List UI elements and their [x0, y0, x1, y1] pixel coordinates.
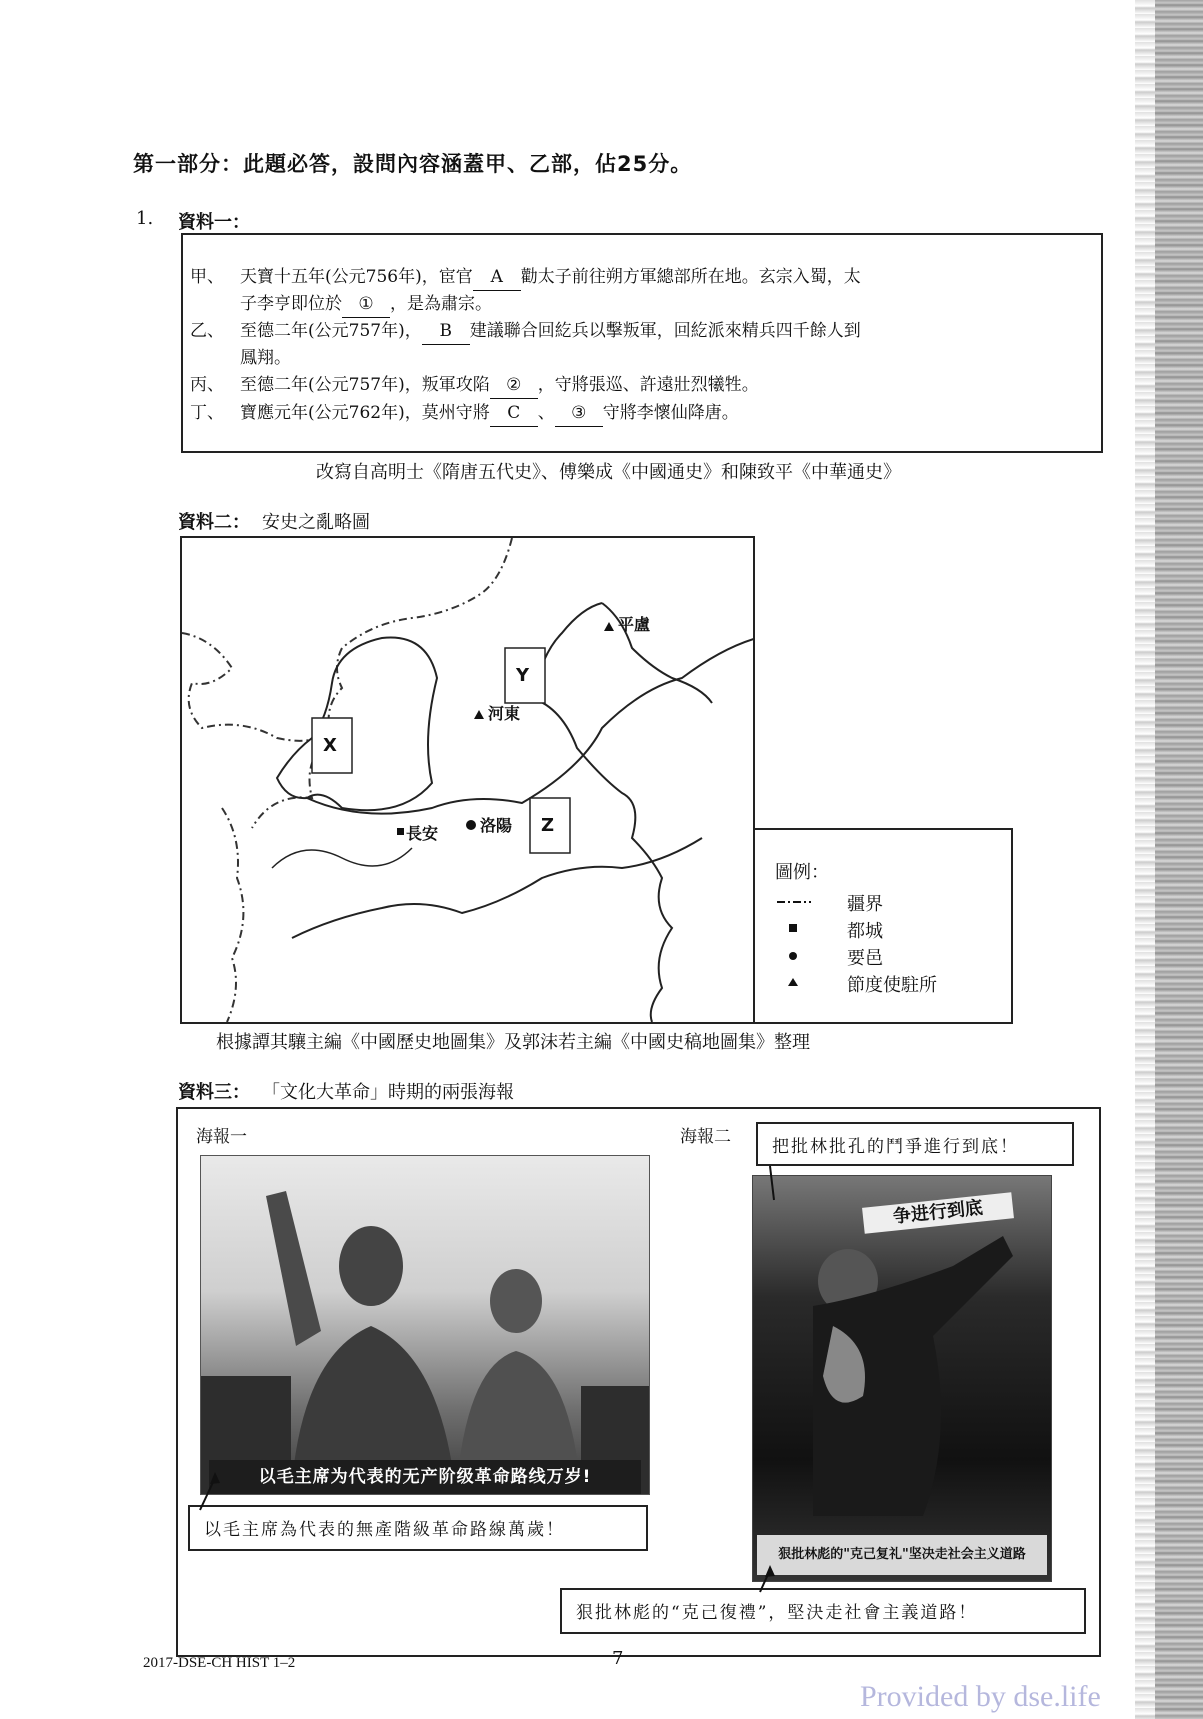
poster2-banner: 狠批林彪的"克己复礼"坚决走社会主义道路 — [757, 1535, 1047, 1575]
arrow-head — [210, 1472, 220, 1484]
map-label-z: Z — [541, 815, 555, 836]
map-label-pinglu: 平盧 — [618, 615, 651, 634]
page-number: 7 — [612, 1648, 624, 1669]
event-text: 守將李懷仙降唐。 — [602, 403, 739, 423]
pointer-arrow — [770, 1166, 774, 1200]
map-label-y: Y — [516, 665, 530, 686]
source2-caption: 安史之亂略圖 — [262, 512, 370, 533]
poster2-inner-text: 争进行到底 — [862, 1192, 1014, 1234]
poster1-caption: 以毛主席為代表的無產階級革命路線萬歲！ — [188, 1505, 648, 1551]
event-text: 天寶十五年(公元756年)，宦官 — [240, 267, 473, 287]
blank-2: ② — [490, 372, 538, 399]
event-label: 丙、 — [190, 375, 224, 395]
event-text: 、 — [537, 403, 555, 423]
map-label-luoyang: 洛陽 — [480, 816, 513, 835]
blank-3: ③ — [555, 400, 603, 427]
event-label: 乙、 — [190, 321, 224, 341]
blank-a: A — [473, 264, 521, 291]
legend-item: 要邑 — [847, 948, 883, 969]
poster2-top-caption: 把批林批孔的鬥爭進行到底！ — [756, 1122, 1074, 1166]
event-text: 寶應元年(公元762年)，莫州守將 — [240, 403, 490, 423]
event-text: 子李亨即位於 — [240, 294, 342, 314]
arrow-head — [765, 1565, 775, 1577]
event-text: 勸太子前往朔方軍總部所在地。玄宗入蜀，太 — [520, 267, 861, 287]
source2-citation: 根據譚其驤主編《中國歷史地圖集》及郭沫若主編《中國史稿地圖集》整理 — [216, 1032, 810, 1053]
source3-caption: 「文化大革命」時期的兩張海報 — [262, 1082, 514, 1103]
legend-item: 節度使駐所 — [847, 975, 937, 996]
map-label-x: X — [323, 735, 337, 756]
event-label: 丁、 — [190, 403, 224, 423]
legend-item: 都城 — [847, 921, 883, 942]
poster2-label: 海報二 — [680, 1127, 731, 1147]
poster1-label: 海報一 — [196, 1127, 247, 1147]
legend-item: 疆界 — [847, 894, 883, 915]
poster2-caption: 狠批林彪的“克己復禮”，堅決走社會主義道路！ — [560, 1588, 1086, 1634]
footer-code: 2017-DSE-CH HIST 1–2 — [143, 1655, 296, 1671]
watermark: Provided by dse.life — [860, 1680, 1101, 1713]
blank-1: ① — [342, 291, 390, 318]
event-text: 至德二年(公元757年)，叛軍攻陷 — [240, 375, 490, 395]
source2-label: 資料二： — [178, 512, 250, 533]
blank-b: B — [422, 318, 470, 345]
section-title: 第一部分：此題必答，設問內容涵蓋甲、乙部，佔25分。 — [133, 152, 693, 176]
event-text: 鳳翔。 — [240, 348, 291, 368]
source1-label: 資料一： — [178, 212, 250, 233]
event-text: 建議聯合回紇兵以擊叛軍，回紇派來精兵四千餘人到 — [469, 321, 861, 341]
event-label: 甲、 — [190, 267, 224, 287]
source3-label: 資料三： — [178, 1082, 250, 1103]
question-number: 1. — [136, 208, 154, 229]
source1-citation: 改寫自高明士《隋唐五代史》、傅樂成《中國通史》和陳致平《中華通史》 — [316, 462, 901, 483]
poster1-banner: 以毛主席为代表的无产阶级革命路线万岁! — [209, 1460, 641, 1494]
map-label-changan: 長安 — [406, 824, 439, 843]
event-text: 至德二年(公元757年)， — [240, 321, 422, 341]
blank-c: C — [490, 400, 538, 427]
event-text: ，是為肅宗。 — [390, 294, 492, 314]
event-text: ，守將張巡、許遠壯烈犧牲。 — [537, 375, 759, 395]
map-label-hedong: 河東 — [488, 704, 521, 723]
legend-title: 圖例： — [775, 862, 829, 883]
